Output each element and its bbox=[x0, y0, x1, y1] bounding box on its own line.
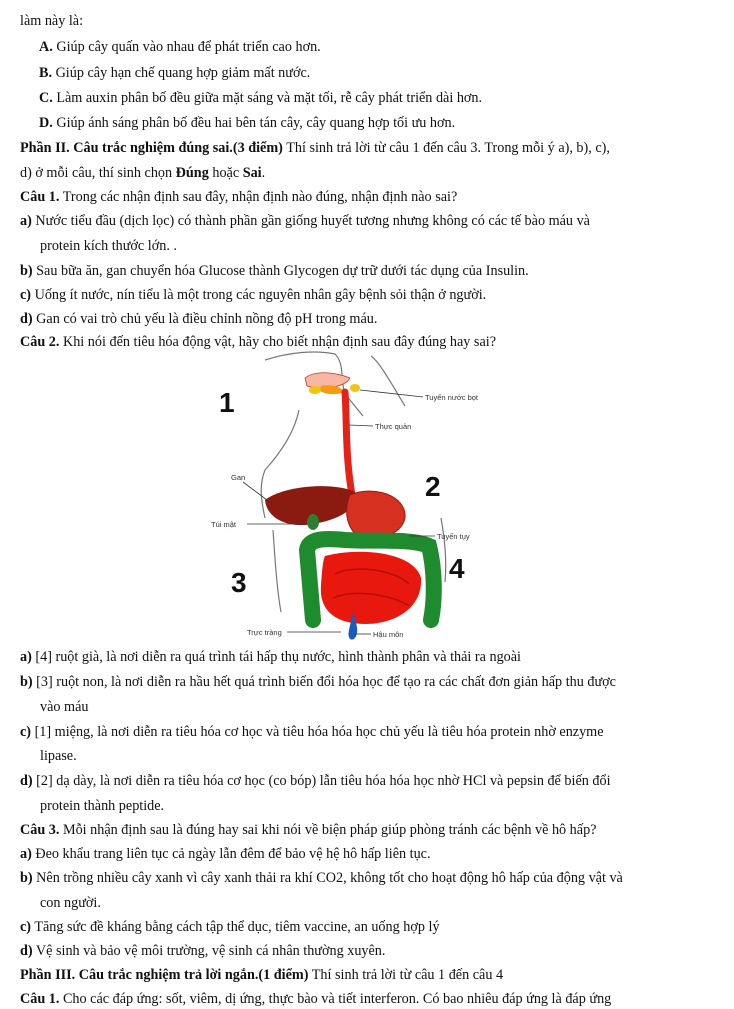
gallbladder bbox=[307, 514, 319, 530]
q3-item-b: b) Nên trồng nhiều cây xanh vì cây xanh thải ra khí CO2, không tốt cho hoạt động hô hấp của động vật và bbox=[20, 870, 623, 886]
q1-item-a: a) Nước tiểu đầu (dịch lọc) có thành phần gần giống huyết tương nhưng không có các tế bào máu và bbox=[20, 213, 590, 229]
label-truc-trang: Trực tràng bbox=[247, 628, 282, 637]
label-gan: Gan bbox=[231, 473, 246, 482]
part3-heading: Phần III. Câu trắc nghiệm trả lời ngắn.(1 điểm) Thí sinh trả lời từ câu 1 đến câu 4 bbox=[20, 967, 504, 983]
q2-item-b: b) [3] ruột non, là nơi diễn ra hầu hết quá trình biến đổi hóa học để tạo ra các chất đơn giản hấp thu được bbox=[20, 674, 616, 690]
option-b: B. Giúp cây hạn chế quang hợp giảm mất nước. bbox=[39, 65, 311, 81]
q2-item-a: a) [4] ruột già, là nơi diễn ra quá trình tái hấp thụ nước, hình thành phân và thải ra ngoài bbox=[20, 649, 521, 665]
q2-stem: Câu 2. Khi nói đến tiêu hóa động vật, hãy cho biết nhận định sau đây đúng hay sai? bbox=[20, 334, 496, 350]
q2-item-d-cont: protein thành peptide. bbox=[40, 798, 165, 814]
stomach bbox=[347, 491, 405, 537]
q2-item-b-cont: vào máu bbox=[40, 699, 89, 715]
figure-number-3: 3 bbox=[231, 567, 247, 598]
label-thuc-quan: Thực quản bbox=[375, 422, 412, 431]
label-tui-mat: Túi mật bbox=[211, 520, 237, 529]
option-a: A. Giúp cây quấn vào nhau để phát triển cao hơn. bbox=[39, 39, 321, 55]
q3-stem: Câu 3. Mỗi nhận định sau là đúng hay sai khi nói về biện pháp giúp phòng tránh các bệnh về hô hấp? bbox=[20, 822, 597, 838]
part2-instruction: d) ở mỗi câu, thí sinh chọn Đúng hoặc Sai. bbox=[20, 165, 266, 181]
label-tuyen-tuy: Tuyến tụy bbox=[437, 532, 470, 541]
q1-item-b: b) Sau bữa ăn, gan chuyển hóa Glucose thành Glycogen dự trữ dưới tác dụng của Insulin. bbox=[20, 263, 529, 279]
esophagus bbox=[345, 392, 353, 500]
figure-number-2: 2 bbox=[425, 471, 441, 502]
label-hau-mon: Hậu môn bbox=[373, 630, 404, 639]
digestive-system-figure bbox=[195, 350, 495, 642]
part3-q1-stem: Câu 1. Cho các đáp ứng: sốt, viêm, dị ứng, thực bào và tiết interferon. Có bao nhiêu đáp ứng là đáp ứng bbox=[20, 991, 612, 1007]
q2-item-c-cont: lipase. bbox=[40, 748, 77, 764]
q2-item-c: c) [1] miệng, là nơi diễn ra tiêu hóa cơ học và tiêu hóa hóa học chủ yếu là tiêu hóa protein nhờ enzyme bbox=[20, 724, 604, 740]
q3-item-c: c) Tăng sức đề kháng bằng cách tập thể dục, tiêm vaccine, an uống hợp lý bbox=[20, 919, 440, 935]
label-tuyen-nuoc-bot: Tuyến nước bọt bbox=[425, 393, 479, 402]
option-c: C. Làm auxin phân bố đều giữa mặt sáng và mặt tối, rễ cây phát triển dài hơn. bbox=[39, 90, 483, 106]
option-d: D. Giúp ánh sáng phân bố đều hai bên tán cây, cây quang hợp tối ưu hơn. bbox=[39, 115, 456, 131]
intro-text: làm này là: bbox=[20, 13, 84, 29]
part2-heading: Phần II. Câu trắc nghiệm đúng sai.(3 điểm) Thí sinh trả lời từ câu 1 đến câu 3. Trong mỗi ý a), b), c), bbox=[20, 140, 610, 156]
mouth-salivary-gland bbox=[305, 373, 360, 394]
q3-item-b-cont: con người. bbox=[40, 895, 101, 911]
q1-stem: Câu 1. Trong các nhận định sau đây, nhận định nào đúng, nhận định nào sai? bbox=[20, 189, 458, 205]
q3-item-a: a) Đeo khẩu trang liên tục cả ngày lẫn đêm để bảo vệ hệ hô hấp liên tục. bbox=[20, 846, 431, 862]
figure-number-4: 4 bbox=[449, 553, 465, 584]
q1-item-d: d) Gan có vai trò chủ yếu là điều chỉnh nồng độ pH trong máu. bbox=[20, 311, 378, 327]
q1-item-a-cont: protein kích thước lớn. . bbox=[40, 238, 177, 254]
q3-item-d: d) Vệ sinh và bảo vệ môi trường, vệ sinh cá nhân thường xuyên. bbox=[20, 943, 386, 959]
figure-number-1: 1 bbox=[219, 387, 235, 418]
small-intestine bbox=[321, 552, 421, 624]
q1-item-c: c) Uống ít nước, nín tiểu là một trong các nguyên nhân gây bệnh sỏi thận ở người. bbox=[20, 287, 487, 303]
q2-item-d: d) [2] dạ dày, là nơi diễn ra tiêu hóa cơ học (co bóp) lẫn tiêu hóa hóa học nhờ HCl và pepsin để biến đổi bbox=[20, 773, 611, 789]
